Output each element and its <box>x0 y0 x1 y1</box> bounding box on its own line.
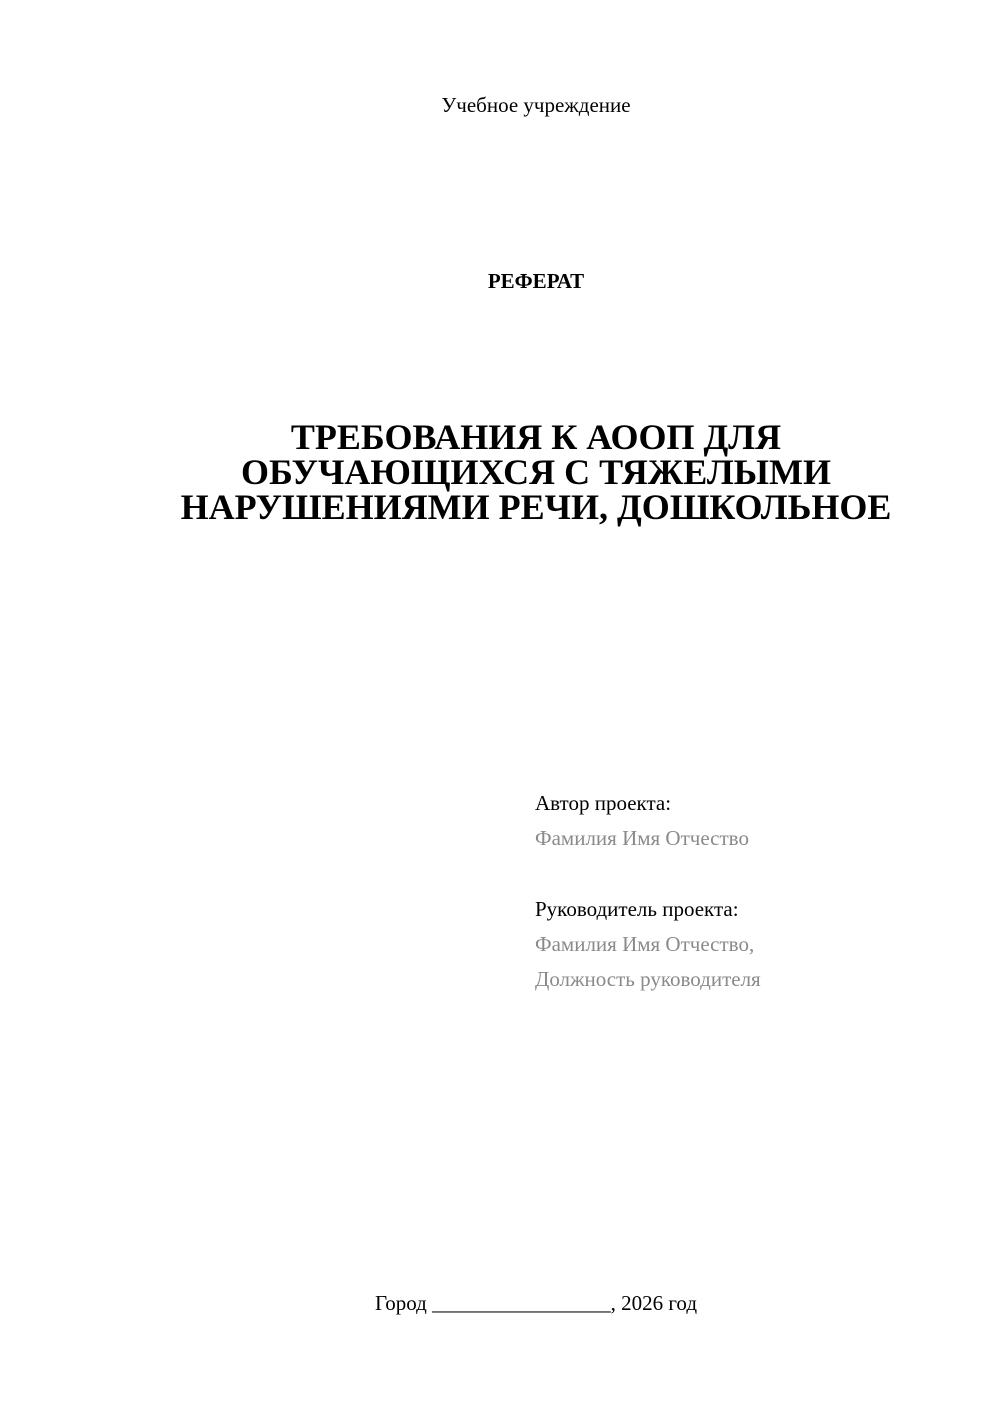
author-label: Автор проекта: <box>535 791 672 815</box>
author-block <box>535 786 975 856</box>
author-name: Фамилия Имя Отчество <box>535 826 749 850</box>
supervisor-block <box>535 892 975 997</box>
supervisor-label: Руководитель проекта: <box>535 897 739 921</box>
title-line: ОБУЧАЮЩИХСЯ С ТЯЖЕЛЫМИ <box>241 452 831 492</box>
supervisor-position: Должность руководителя <box>535 967 761 991</box>
document-type: РЕФЕРАТ <box>487 269 585 293</box>
title-line: НАРУШЕНИЯМИ РЕЧИ, ДОШКОЛЬНОЕ <box>180 487 892 527</box>
city-year-line: Город _________________, 2026 год <box>374 1291 698 1315</box>
institution-name: Учебное учреждение <box>441 93 631 117</box>
title-line: ТРЕБОВАНИЯ К АООП ДЛЯ <box>290 417 782 457</box>
document-title <box>130 417 942 527</box>
supervisor-name: Фамилия Имя Отчество, <box>535 932 755 956</box>
